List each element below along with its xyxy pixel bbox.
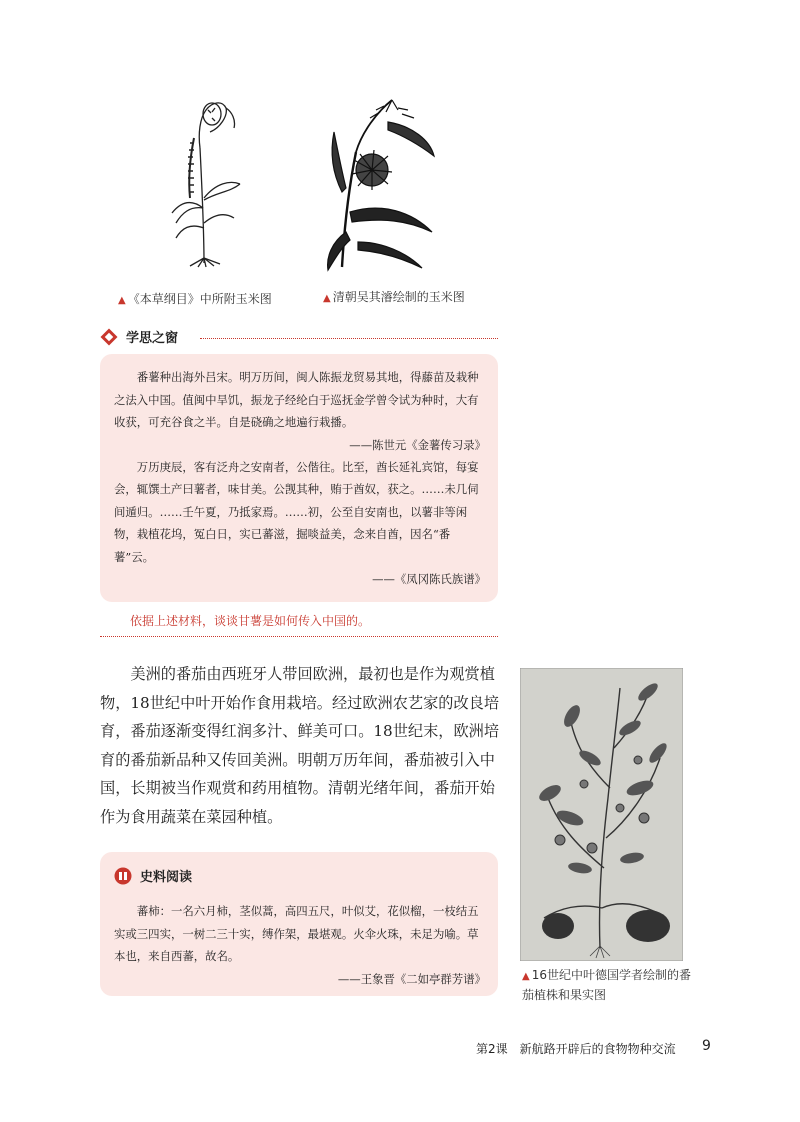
divider <box>100 636 498 637</box>
shiliao-para: 蕃柿：一名六月柿，茎似蒿，高四五尺，叶似艾，花似榴，一枝结五实或三四实，一树二三十实，缚作架，最堪观。火伞火珠，未足为喻。草本也，来自西蕃，故名。 <box>114 904 479 963</box>
main-paragraph: 美洲的番茄由西班牙人带回欧洲，最初也是作为观赏植物，18世纪中叶开始作食用栽培。经过欧洲农艺家的改良培育，番茄逐渐变得红润多汁、鲜美可口。18世纪末，欧洲培育的番茄新品种又传回美洲。明朝万历年间，番茄被引入中国，长期被当作观赏和药用植物。清朝光绪年间，番茄开始作为食用蔬菜在菜园种植。 <box>100 665 500 826</box>
triangle-icon: ▲ <box>118 295 126 306</box>
triangle-icon: ▲ <box>522 971 530 982</box>
xuesi-cite-1: ——陈世元《金薯传习录》 <box>349 437 486 452</box>
shiliao-title: 史料阅读 <box>140 870 193 885</box>
triangle-icon: ▲ <box>323 293 331 304</box>
page-number: 9 <box>702 1038 711 1054</box>
xuesi-source-box <box>100 354 498 602</box>
corn-bencao-illustration <box>160 88 250 268</box>
shiliao-cite: ——王象晋《二如亭群芳谱》 <box>337 971 486 986</box>
xuesi-para-1: 番薯种出海外吕宋。明万历间，闽人陈振龙贸易其地，得藤苗及栽种之法入中国。值闽中旱饥，振龙子经纶白于巡抚金学曾令试为种时，大有收获，可充谷食之半。自是硗确之地遍行栽播。 <box>114 370 479 429</box>
divider <box>200 338 498 339</box>
xuesi-header <box>100 327 498 349</box>
lesson-footer: 第2课 新航路开辟后的食物物种交流 <box>476 1042 676 1056</box>
xuesi-title: 学思之窗 <box>126 331 179 346</box>
xuesi-cite-2: ——《凤冈陈氏族谱》 <box>372 572 486 586</box>
corn-qing-caption: ▲ 清朝吴其濬绘制的玉米图 <box>323 290 465 304</box>
shiliao-box <box>100 852 498 996</box>
xuesi-question: 依据上述材料，谈谈甘薯是如何传入中国的。 <box>130 614 371 628</box>
xuesi-para-2: 万历庚辰，客有泛舟之安南者，公偕往。比至，酋长延礼宾馆，每宴会，辄馔土产曰薯者，味甘美。公觊其种，贿于酋奴，获之。……未几伺间遁归。……壬午夏，乃抵家焉。……初，公至自安南也，以薯非等闲物，栽植花坞，冤白日，实已蕃滋，掘啖益美，念来自酋，因名“番薯”云。 <box>114 459 479 564</box>
tomato-plant-illustration <box>520 668 683 961</box>
corn-qing-illustration <box>322 92 442 272</box>
scroll-book-icon <box>114 867 132 885</box>
tomato-caption: ▲ 16世纪中叶德国学者绘制的番 茄植株和果实图 <box>522 968 691 1002</box>
diamond-window-icon <box>100 328 118 346</box>
corn-bencao-caption: ▲ 《本草纲目》中所附玉米图 <box>118 292 272 306</box>
